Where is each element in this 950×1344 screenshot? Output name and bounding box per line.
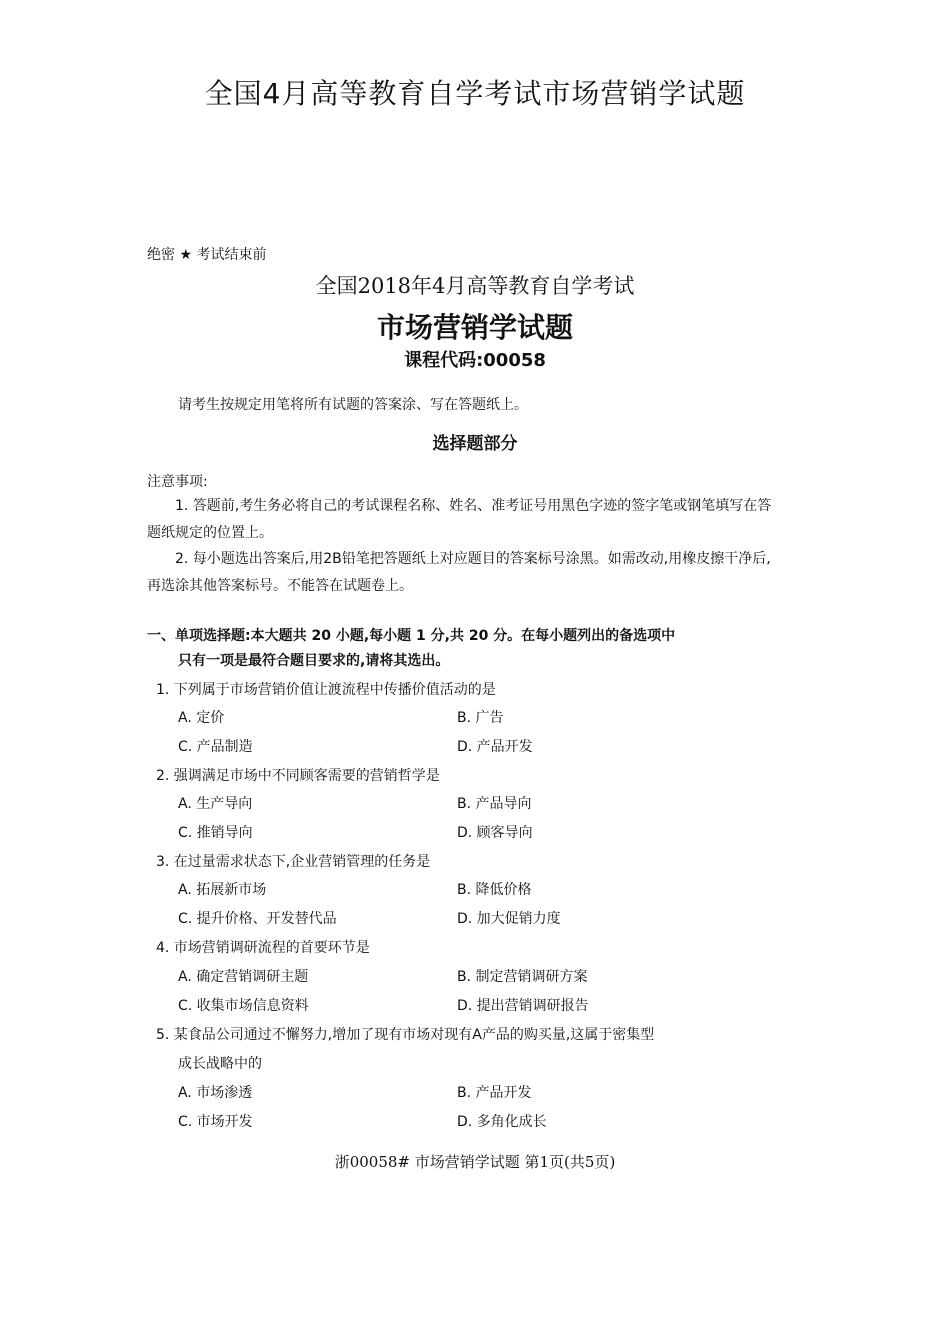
question-text: 5. 某食品公司通过不懈努力,增加了现有市场对现有A产品的购买量,这属于密集型 [156, 1027, 655, 1043]
notice-item: 2. 每小题选出答案后,用2B铅笔把答题纸上对应题目的答案标号涂黑。如需改动,用橡皮擦干净后,再选涂其他答案标号。不能答在试题卷上。 [147, 551, 771, 594]
option-b: B. 降低价格 [457, 882, 532, 898]
option-c: C. 产品制造 [178, 739, 253, 755]
option-c: C. 收集市场信息资料 [178, 998, 309, 1014]
question-text: 1. 下列属于市场营销价值让渡流程中传播价值活动的是 [156, 682, 496, 698]
section-heading-cont: 只有一项是最符合题目要求的,请将其选出。 [178, 653, 450, 669]
option-a: A. 市场渗透 [178, 1085, 253, 1101]
question-text: 2. 强调满足市场中不同顾客需要的营销哲学是 [156, 768, 440, 784]
notice-heading: 注意事项: [147, 474, 208, 490]
option-d: D. 产品开发 [457, 739, 533, 755]
section-heading: 一、单项选择题:本大题共 20 小题,每小题 1 分,共 20 分。在每小题列出的备选项中 [147, 628, 676, 644]
option-d: D. 多角化成长 [457, 1114, 547, 1130]
subject-title: 市场营销学试题 [376, 311, 573, 344]
option-c: C. 推销导向 [178, 825, 253, 841]
option-c: C. 市场开发 [178, 1114, 253, 1130]
option-b: B. 广告 [457, 710, 504, 726]
option-d: D. 加大促销力度 [457, 911, 561, 927]
option-a: A. 拓展新市场 [178, 882, 267, 898]
option-c: C. 提升价格、开发替代品 [178, 911, 337, 927]
page-footer: 浙00058# 市场营销学试题 第1页(共5页) [334, 1153, 616, 1171]
instruction-text: 请考生按规定用笔将所有试题的答案涂、写在答题纸上。 [178, 397, 528, 413]
option-d: D. 顾客导向 [457, 825, 533, 841]
secret-label: 绝密 ★ 考试结束前 [147, 247, 267, 263]
notice-item: 1. 答题前,考生务必将自己的考试课程名称、姓名、准考证号用黑色字迹的签字笔或钢笔填写在答题纸规定的位置上。 [147, 498, 772, 541]
option-d: D. 提出营销调研报告 [457, 998, 589, 1014]
option-a: A. 定价 [178, 710, 225, 726]
part-title: 选择题部分 [432, 434, 518, 454]
course-code: 课程代码:00058 [404, 350, 546, 371]
option-b: B. 产品导向 [457, 796, 532, 812]
option-a: A. 确定营销调研主题 [178, 969, 309, 985]
document-title: 全国4月高等教育自学考试市场营销学试题 [204, 77, 746, 110]
option-b: B. 产品开发 [457, 1085, 532, 1101]
exam-line: 全国2018年4月高等教育自学考试 [315, 274, 635, 298]
question-text: 4. 市场营销调研流程的首要环节是 [156, 940, 370, 956]
option-b: B. 制定营销调研方案 [457, 969, 588, 985]
question-text-cont: 成长战略中的 [178, 1056, 262, 1072]
option-a: A. 生产导向 [178, 796, 253, 812]
question-text: 3. 在过量需求状态下,企业营销管理的任务是 [156, 854, 431, 870]
